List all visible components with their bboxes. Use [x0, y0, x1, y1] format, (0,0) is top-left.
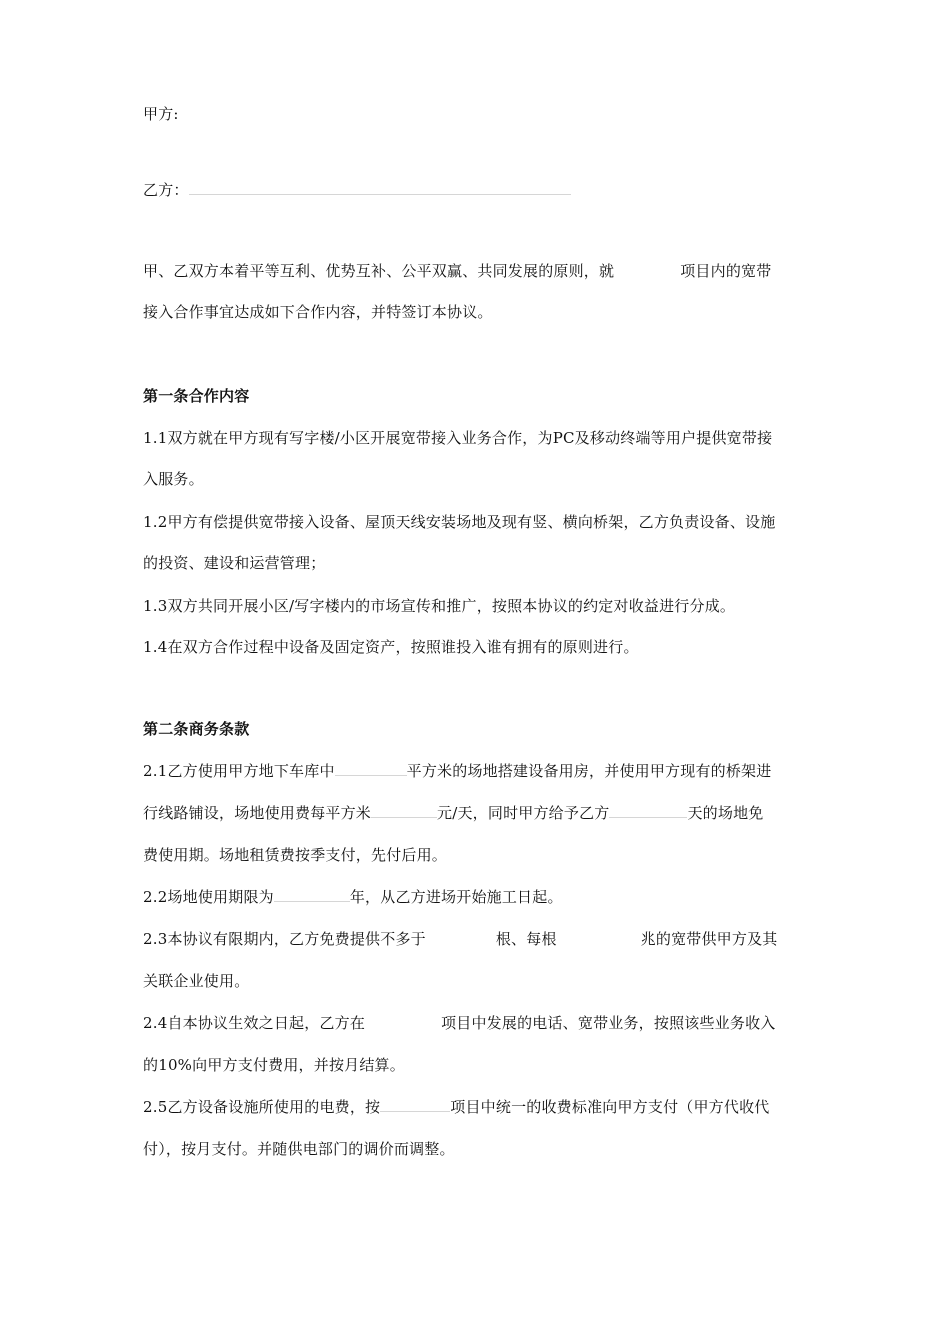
clause-1-1-line-2: 入服务。	[143, 470, 204, 488]
party-a-label: 甲方:	[143, 105, 179, 123]
fee-blank	[371, 803, 437, 818]
clause-1-1-line-1: 1.1双方就在甲方现有写字楼/小区开展宽带接入业务合作，为PC及移动终端等用户提供宽带接	[143, 429, 773, 447]
clause-1-2-line-2: 的投资、建设和运营管理；	[143, 554, 326, 572]
clause-2-4-text-b: 项目中发展的电话、宽带业务，按照该些业务收入	[441, 1014, 776, 1032]
party-b-blank	[189, 180, 571, 195]
section-1-title: 第一条合作内容	[143, 387, 250, 405]
party-b-label: 乙方：	[143, 181, 189, 199]
clause-1-2-line-1: 1.2甲方有偿提供宽带接入设备、屋顶天线安装场地及现有竖、横向桥架，乙方负责设备、设施	[143, 513, 776, 531]
intro-text-1b: 项目内的宽带	[680, 262, 772, 280]
term-years-blank	[274, 887, 350, 902]
clause-2-1-text-d: 元/天，同时甲方给予乙方	[437, 804, 610, 822]
clause-2-3-line-1	[143, 929, 777, 949]
clause-2-5-line-1	[143, 1097, 769, 1117]
clause-2-3-text-a: 2.3本协议有限期内，乙方免费提供不多于	[143, 930, 426, 948]
clause-2-3-line-2: 关联企业使用。	[143, 972, 250, 990]
area-blank	[335, 761, 407, 776]
clause-2-1-text-c: 行线路铺设，场地使用费每平方米	[143, 804, 372, 822]
section-2-title: 第二条商务条款	[143, 720, 250, 738]
intro-line-1	[143, 261, 771, 281]
clause-2-1-line-3: 费使用期。场地租赁费按季支付，先付后用。	[143, 846, 448, 864]
clause-2-5-text-b: 项目中统一的收费标准向甲方支付（甲方代收代	[450, 1098, 770, 1116]
clause-2-5-text-a: 2.5乙方设备设施所使用的电费，按	[143, 1098, 381, 1116]
clause-2-4-line-2: 的10%向甲方支付费用，并按月结算。	[143, 1056, 405, 1074]
clause-2-4-line-1	[143, 1013, 775, 1033]
free-days-blank	[609, 803, 687, 818]
clause-1-4: 1.4在双方合作过程中设备及固定资产，按照谁投入谁有拥有的原则进行。	[143, 638, 639, 656]
clause-2-1-line-2	[143, 803, 764, 823]
clause-2-5-line-2: 付），按月支付。并随供电部门的调价而调整。	[143, 1140, 455, 1158]
intro-line-2: 接入合作事宜达成如下合作内容，并特签订本协议。	[143, 303, 493, 321]
clause-2-1-text-a: 2.1乙方使用甲方地下车库中	[143, 762, 335, 780]
clause-1-3: 1.3双方共同开展小区/写字楼内的市场宣传和推广，按照本协议的约定对收益进行分成。	[143, 597, 736, 615]
intro-text-1a: 甲、乙双方本着平等互利、优势互补、公平双赢、共同发展的原则，就	[143, 262, 615, 280]
clause-2-4-text-a: 2.4自本协议生效之日起，乙方在	[143, 1014, 366, 1032]
clause-2-3-text-b: 根、每根	[495, 930, 557, 948]
electricity-project-blank	[380, 1097, 450, 1112]
clause-2-1-text-e: 天的场地免	[687, 804, 764, 822]
party-b-line	[143, 180, 571, 200]
clause-2-2	[143, 887, 563, 907]
clause-2-2-text-b: 年，从乙方进场开始施工日起。	[349, 888, 563, 906]
clause-2-2-text-a: 2.2场地使用期限为	[143, 888, 274, 906]
clause-2-3-text-c: 兆的宽带供甲方及其	[640, 930, 778, 948]
clause-2-1-line-1	[143, 761, 771, 781]
clause-2-1-text-b: 平方米的场地搭建设备用房，并使用甲方现有的桥架进	[406, 762, 772, 780]
